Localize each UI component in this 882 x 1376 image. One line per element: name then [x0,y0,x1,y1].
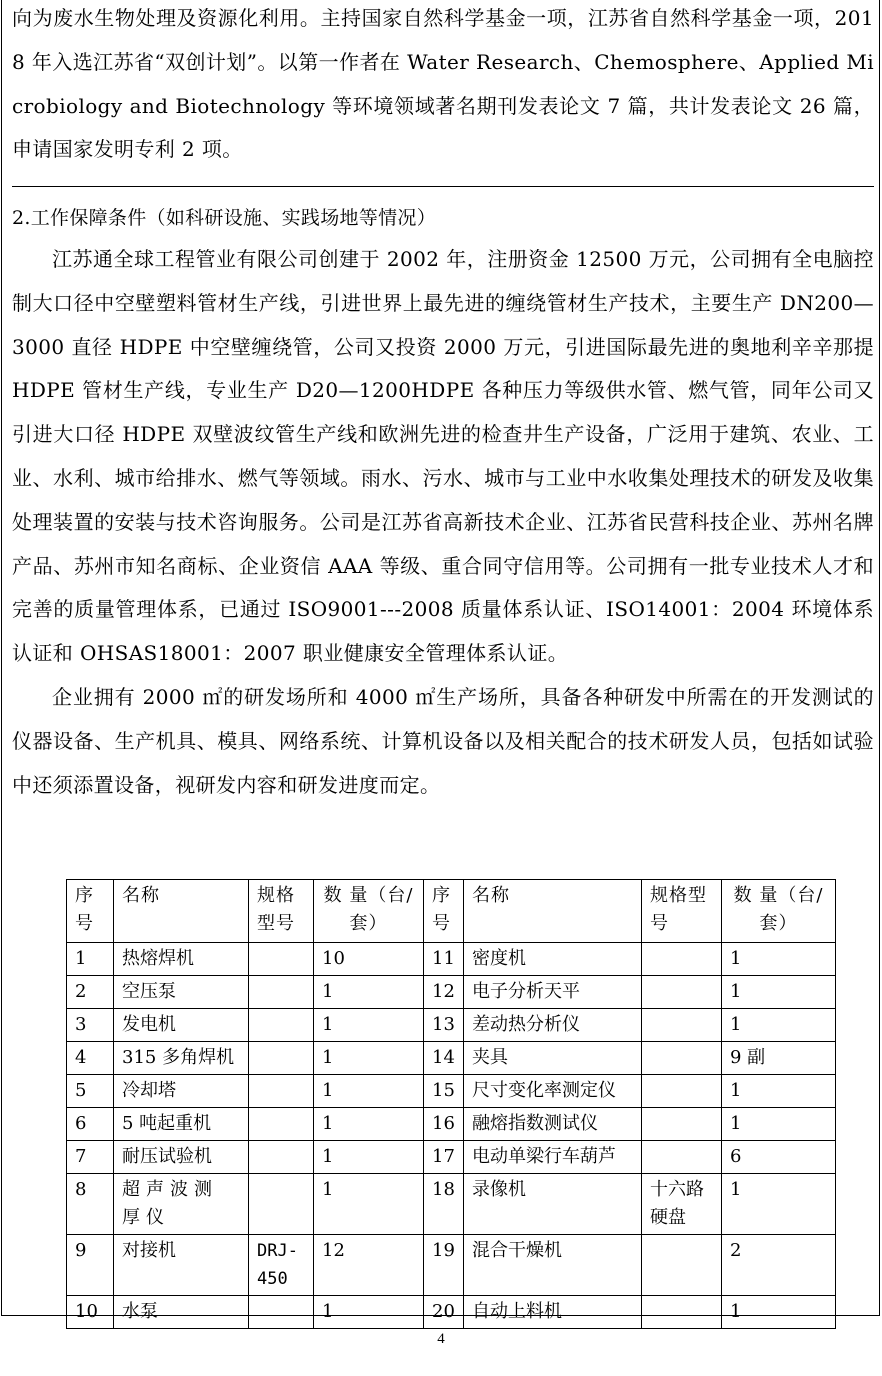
cell-qty: 1 [314,976,424,1009]
cell-qty: 1 [722,1296,836,1329]
cell-no: 11 [424,943,464,976]
header-name: 名称 [114,880,249,943]
cell-no: 17 [424,1141,464,1174]
cell-name: 对接机 [114,1235,249,1296]
company-paragraph: 江苏通全球工程管业有限公司创建于 2002 年，注册资金 12500 万元，公司拥有全电脑控制大口径中空壁塑料管材生产线，引进世界上最先进的缠绕管材生产技术，主要生产 DN200—3000 直径 HDPE 中空壁缠绕管，公司又投资 2000 万元，引进国际最先进的奥地利辛辛那提 HDPE 管材生产线，专业生产 D20—1200HDPE 各种压力等级供水管、燃气管，同年公司又引进大口径 HDPE 双壁波纹管生产线和欧洲先进的检查井生产设备，广泛用于建筑、农业、工业、水利、城市给排水、燃气等领域。雨水、污水、城市与工业中水收集处理技术的研发及收集处理装置的安装与技术咨询服务。公司是江苏省高新技术企业、江苏省民营科技企业、苏州名牌产品、苏州市知名商标、企业资信 AAA 等级、重合同守信用等。公司拥有一批专业技术人才和完善的质量管理体系，已通过 ISO9001---2008 质量体系认证、ISO14001：2004 环境体系认证和 OHSAS18001：2007 职业健康安全管理体系认证。 [12,247,874,666]
cell-qty: 1 [314,1174,424,1235]
cell-qty: 9 副 [722,1042,836,1075]
cell-spec [249,943,314,976]
cell-name: 电动单梁行车葫芦 [464,1141,642,1174]
cell-no: 4 [67,1042,114,1075]
cell-spec [249,1141,314,1174]
header-qty-2: 数 量（台/套） [722,880,836,943]
cell-qty: 2 [722,1235,836,1296]
bio-paragraph: 向为废水生物处理及资源化利用。主持国家自然科学基金一项，江苏省自然科学基金一项，2018 年入选江苏省“双创计划”。以第一作者在 Water Research、Chemosphere、Applied Microbiology and Biotechnology 等环境领域著名期刊发表论文 7 篇，共计发表论文 26 篇，申请国家发明专利 2 项。 [12,6,874,162]
header-spec: 规格型号 [249,880,314,943]
table-row [67,1174,836,1235]
header-spec-2: 规格型号 [642,880,722,943]
cell-spec [249,1009,314,1042]
cell-no: 10 [67,1296,114,1329]
table-row [67,976,836,1009]
cell-no: 13 [424,1009,464,1042]
cell-qty: 1 [722,976,836,1009]
cell-qty: 1 [314,1009,424,1042]
header-qty: 数 量（台/套） [314,880,424,943]
page-number: 4 [437,1331,445,1347]
cell-spec [642,1075,722,1108]
cell-spec [642,1235,722,1296]
cell-qty: 10 [314,943,424,976]
table-row [67,1009,836,1042]
cell-name: 录像机 [464,1174,642,1235]
cell-name: 热熔焊机 [114,943,249,976]
cell-no: 16 [424,1108,464,1141]
cell-name: 315 多角焊机 [114,1042,249,1075]
cell-name: 发电机 [114,1009,249,1042]
section-heading: 2.工作保障条件（如科研设施、实践场地等情况） [12,207,437,229]
cell-spec: DRJ-450 [249,1235,314,1296]
cell-qty: 1 [722,1009,836,1042]
cell-no: 18 [424,1174,464,1235]
cell-qty: 1 [722,1174,836,1235]
cell-name: 融熔指数测试仪 [464,1108,642,1141]
facility-paragraph: 企业拥有 2000 ㎡的研发场所和 4000 ㎡生产场所，具备各种研发中所需在的开发测试的仪器设备、生产机具、模具、网络系统、计算机设备以及相关配合的技术研发人员，包括如试验中还须添置设备，视研发内容和研发进度而定。 [12,684,874,797]
cell-name: 差动热分析仪 [464,1009,642,1042]
cell-spec [249,1174,314,1235]
cell-spec [642,976,722,1009]
cell-qty: 1 [314,1141,424,1174]
cell-spec [249,1296,314,1329]
table-row [67,1108,836,1141]
cell-spec [249,1075,314,1108]
cell-no: 2 [67,976,114,1009]
cell-qty: 1 [314,1108,424,1141]
cell-qty: 1 [314,1042,424,1075]
equipment-table [66,879,836,1329]
cell-qty: 1 [722,1108,836,1141]
cell-no: 5 [67,1075,114,1108]
section-work-conditions [12,198,874,807]
cell-qty: 12 [314,1235,424,1296]
cell-spec [642,1009,722,1042]
header-no-2: 序号 [424,880,464,943]
cell-name: 混合干燥机 [464,1235,642,1296]
cell-name: 自动上料机 [464,1296,642,1329]
cell-no: 8 [67,1174,114,1235]
cell-spec [642,1042,722,1075]
cell-no: 7 [67,1141,114,1174]
cell-name: 尺寸变化率测定仪 [464,1075,642,1108]
cell-no: 20 [424,1296,464,1329]
cell-spec [249,1108,314,1141]
cell-spec [642,1296,722,1329]
cell-qty: 1 [722,1075,836,1108]
cell-qty: 1 [314,1296,424,1329]
cell-name: 密度机 [464,943,642,976]
cell-name: 夹具 [464,1042,642,1075]
cell-name: 空压泵 [114,976,249,1009]
cell-spec: 十六路硬盘 [642,1174,722,1235]
cell-spec [249,976,314,1009]
cell-no: 12 [424,976,464,1009]
cell-name: 耐压试验机 [114,1141,249,1174]
cell-name: 水泵 [114,1296,249,1329]
cell-no: 3 [67,1009,114,1042]
cell-spec [642,943,722,976]
cell-spec [642,1108,722,1141]
cell-name: 5 吨起重机 [114,1108,249,1141]
cell-no: 14 [424,1042,464,1075]
section-researcher-bio [12,0,874,187]
table-row [67,1075,836,1108]
cell-spec [249,1042,314,1075]
cell-qty: 1 [314,1075,424,1108]
cell-no: 9 [67,1235,114,1296]
cell-qty: 1 [722,943,836,976]
table-row [67,1296,836,1329]
table-row [67,1235,836,1296]
cell-name: 超声波测厚仪 [114,1174,249,1235]
cell-no: 19 [424,1235,464,1296]
table-row [67,1141,836,1174]
cell-qty: 6 [722,1141,836,1174]
cell-spec [642,1141,722,1174]
cell-no: 15 [424,1075,464,1108]
cell-no: 6 [67,1108,114,1141]
header-name-2: 名称 [464,880,642,943]
table-row [67,1042,836,1075]
header-no: 序号 [67,880,114,943]
table-header-row [67,880,836,943]
cell-name: 电子分析天平 [464,976,642,1009]
cell-name: 冷却塔 [114,1075,249,1108]
cell-no: 1 [67,943,114,976]
table-row [67,943,836,976]
